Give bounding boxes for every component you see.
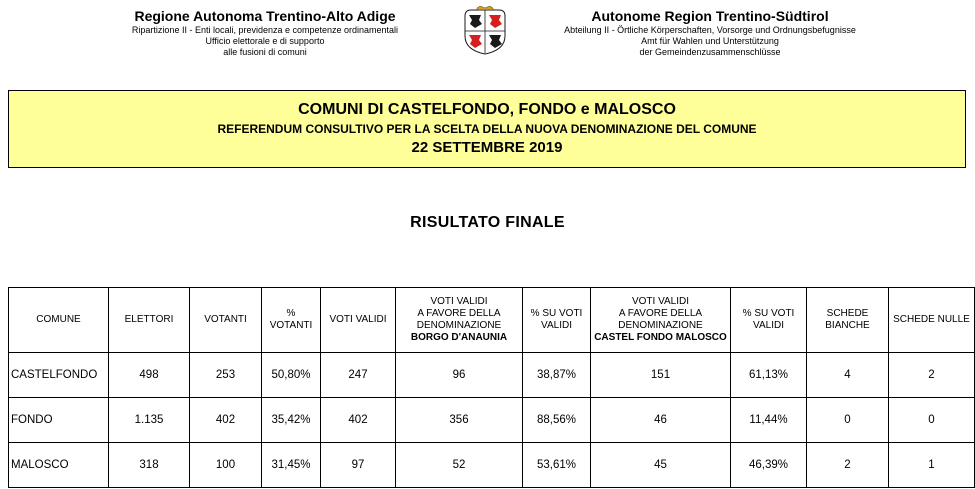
header-pct-castel: [731, 288, 807, 353]
header-favore-borgo: [396, 288, 523, 353]
abteilung-line-2: Amt für Wahlen und Unterstützung: [641, 36, 779, 46]
header-favore-castel-line3: DENOMINAZIONE: [618, 320, 703, 331]
cell-favore-castel: 45: [591, 443, 731, 488]
cell-voti-validi: 402: [321, 398, 396, 443]
department-line-3: alle fusioni di comuni: [223, 47, 307, 57]
banner-date: 22 SETTEMBRE 2019: [411, 139, 563, 156]
banner-subtitle: REFERENDUM CONSULTIVO PER LA SCELTA DELLA NUOVA DENOMINAZIONE DEL COMUNE: [217, 122, 757, 136]
cell-favore-castel: 46: [591, 398, 731, 443]
cell-votanti: 402: [190, 398, 262, 443]
header-pct-borgo-line2: VALIDI: [541, 320, 572, 331]
header-pct-borgo-line1: % SU VOTI: [530, 308, 583, 319]
department-line-2: Ufficio elettorale e di supporto: [205, 36, 325, 46]
header-favore-castel-line2: A FAVORE DELLA: [618, 308, 703, 319]
result-title: RISULTATO FINALE: [410, 214, 565, 231]
header-pct-castel-line1: % SU VOTI: [742, 308, 795, 319]
cell-voti-validi: 97: [321, 443, 396, 488]
cell-comune: MALOSCO: [9, 443, 109, 488]
header-pct-votanti: % VOTANTI: [262, 288, 321, 353]
cell-voti-validi: 247: [321, 353, 396, 398]
cell-votanti: 253: [190, 353, 262, 398]
header-elettori: ELETTORI: [109, 288, 190, 353]
table-row: [9, 398, 975, 443]
referendum-banner: [8, 90, 966, 168]
cell-elettori: 1.135: [109, 398, 190, 443]
cell-pct-castel: 46,39%: [731, 443, 807, 488]
header-votanti: VOTANTI: [190, 288, 262, 353]
header-pct-castel-line2: VALIDI: [753, 320, 784, 331]
table-row: [9, 443, 975, 488]
header-comune: COMUNE: [9, 288, 109, 353]
header-right: [545, 8, 875, 58]
cell-favore-borgo: 52: [396, 443, 523, 488]
cell-pct-borgo: 53,61%: [523, 443, 591, 488]
region-name-german: Autonome Region Trentino-Südtirol: [591, 8, 829, 24]
cell-favore-borgo: 96: [396, 353, 523, 398]
abteilung-line-1: Abteilung II - Örtliche Körperschaften, Vorsorge und Ordnungsbefugnisse: [564, 25, 856, 35]
cell-pct-borgo: 38,87%: [523, 353, 591, 398]
header-schede-bianche: [807, 288, 889, 353]
department-line-1: Ripartizione II - Enti locali, previdenza e competenze ordinamentali: [131, 25, 399, 35]
cell-pct-castel: 61,13%: [731, 353, 807, 398]
cell-pct-votanti: 31,45%: [262, 443, 321, 488]
cell-schede-nulle: 0: [889, 398, 975, 443]
header-schede-nulle: SCHEDE NULLE: [889, 288, 975, 353]
header-favore-castel: [591, 288, 731, 353]
cell-schede-bianche: 0: [807, 398, 889, 443]
cell-comune: FONDO: [9, 398, 109, 443]
header-left: [100, 8, 430, 58]
cell-pct-castel: 11,44%: [731, 398, 807, 443]
table-row: [9, 353, 975, 398]
cell-schede-bianche: 2: [807, 443, 889, 488]
cell-pct-votanti: 50,80%: [262, 353, 321, 398]
abteilung-line-3: der Gemeindenzusammenschlüsse: [639, 47, 781, 57]
header-favore-borgo-line2: A FAVORE DELLA: [417, 308, 501, 319]
cell-schede-nulle: 2: [889, 353, 975, 398]
header-favore-borgo-line3: DENOMINAZIONE: [416, 320, 502, 331]
cell-votanti: 100: [190, 443, 262, 488]
cell-schede-nulle: 1: [889, 443, 975, 488]
cell-pct-borgo: 88,56%: [523, 398, 591, 443]
header-favore-borgo-line1: VOTI VALIDI: [430, 296, 488, 307]
region-coat-of-arms-icon: [459, 6, 511, 56]
cell-favore-borgo: 356: [396, 398, 523, 443]
cell-favore-castel: 151: [591, 353, 731, 398]
header-bianche-line1: SCHEDE: [826, 308, 869, 319]
cell-pct-votanti: 35,42%: [262, 398, 321, 443]
table-header-row: [9, 288, 975, 353]
cell-elettori: 318: [109, 443, 190, 488]
header-favore-castel-line1: VOTI VALIDI: [631, 296, 690, 307]
header-bianche-line2: BIANCHE: [825, 320, 870, 331]
results-table: [8, 287, 975, 488]
header-voti-validi: VOTI VALIDI: [321, 288, 396, 353]
banner-title: COMUNI DI CASTELFONDO, FONDO e MALOSCO: [298, 101, 676, 118]
cell-comune: CASTELFONDO: [9, 353, 109, 398]
cell-elettori: 498: [109, 353, 190, 398]
header-denomination-castel: CASTEL FONDO MALOSCO: [594, 332, 727, 343]
cell-schede-bianche: 4: [807, 353, 889, 398]
region-name-italian: Regione Autonoma Trentino-Alto Adige: [134, 8, 396, 24]
header-pct-borgo: [523, 288, 591, 353]
header-denomination-borgo: BORGO D'ANAUNIA: [410, 332, 508, 343]
